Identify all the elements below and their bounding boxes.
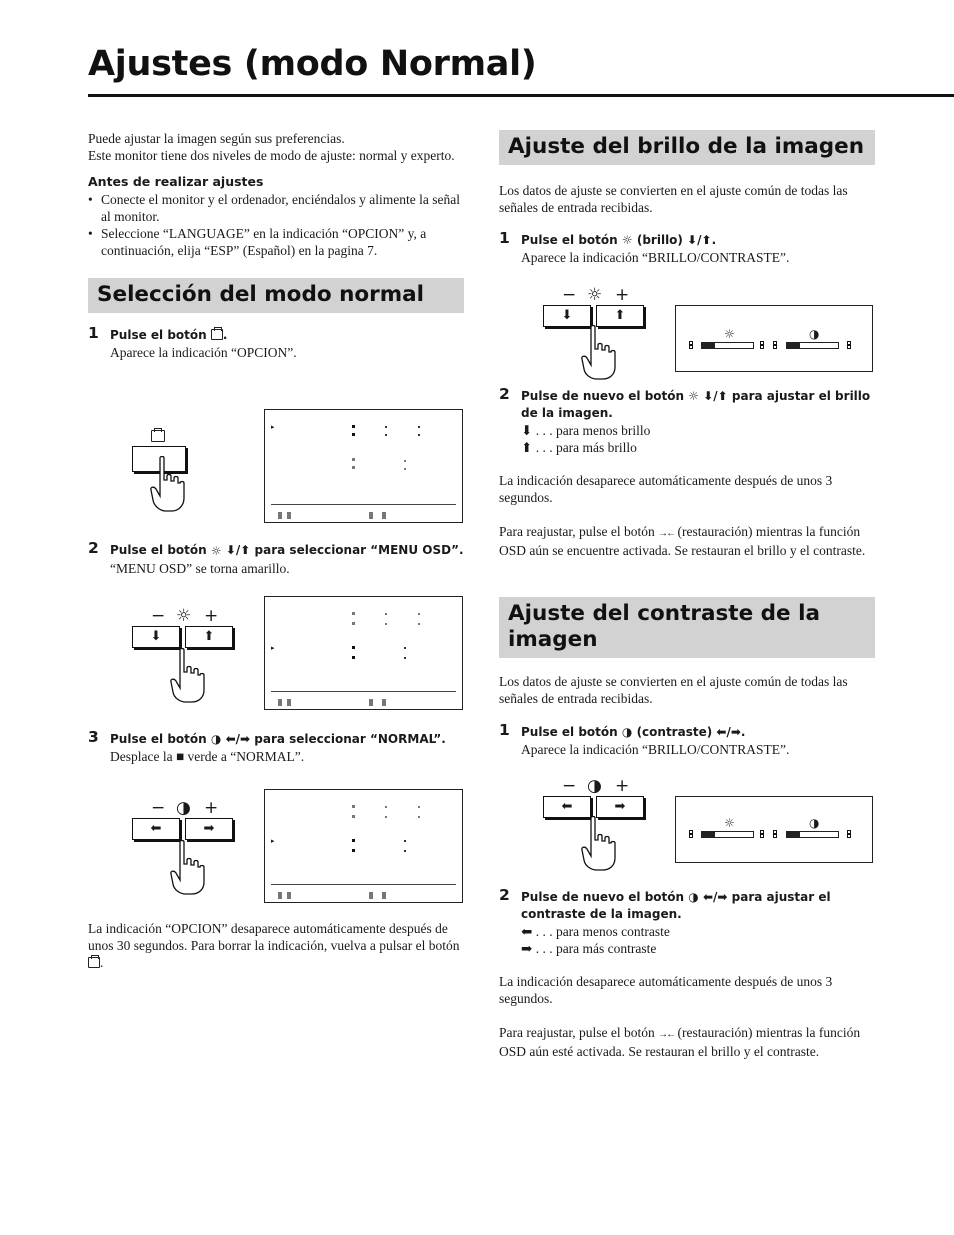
- step-number: 1: [499, 721, 510, 739]
- osd-dot: [352, 805, 355, 808]
- osd-key-icon: [369, 512, 373, 519]
- osd-dot: [385, 806, 387, 808]
- minus-sign: −: [562, 285, 577, 305]
- contrast-icon: ◑: [621, 725, 633, 739]
- step-title-end: para ajustar el brillo de la imagen.: [521, 389, 871, 420]
- step-title: Pulse el botón: [110, 543, 207, 557]
- bar-cap: [760, 830, 764, 838]
- down-arrow-icon: ⬇: [225, 543, 236, 557]
- osd-dot: [385, 623, 387, 625]
- down-arrow-icon: ⬇: [150, 629, 162, 644]
- osd-key-icon: [369, 699, 373, 706]
- before-adjust-list: [88, 191, 464, 259]
- osd-key-icon: [278, 892, 282, 899]
- option-button-illustration: [130, 426, 190, 516]
- plus-sign: +: [204, 798, 219, 818]
- step-title-end: para ajustar el contraste de la imagen.: [521, 890, 831, 921]
- osd-dot: [404, 840, 406, 842]
- osd-key-icon: [278, 512, 282, 519]
- normal-step-2: [88, 539, 464, 577]
- up-arrow-icon: ⬆: [240, 543, 251, 557]
- brightness-step-2-block: [499, 385, 875, 559]
- brightness-intro: Los datos de ajuste se convierten en el ajuste común de todas las señales de entrada recibidas.: [499, 183, 848, 215]
- osd-key-icon: [369, 892, 373, 899]
- right-arrow-icon: ➡: [730, 725, 741, 739]
- bar-cap: [773, 830, 777, 838]
- plus-sign: +: [615, 776, 630, 796]
- osd-divider: [271, 884, 456, 885]
- osd-dot: [404, 850, 406, 852]
- osd-dot: [385, 613, 387, 615]
- osd-key-icon: [382, 892, 386, 899]
- step-number: 2: [499, 886, 510, 904]
- brightness-auto-off: La indicación desaparece automáticamente después de unos 3 segundos.: [499, 473, 833, 505]
- bar-cap: [760, 341, 764, 349]
- pointing-hand-icon: [581, 325, 619, 381]
- contrast-icon: ◑: [176, 798, 191, 818]
- left-arrow-icon: ⬅: [521, 924, 533, 939]
- closing-text: La indicación “OPCION” desaparece automáticamente después de unos 30 segundos. Para borrar la indicación, vuelva a pulsar el botón: [88, 921, 460, 953]
- reset-text: Para reajustar, pulse el botón: [499, 1025, 655, 1040]
- osd-dot: [418, 613, 420, 615]
- up-arrow-icon: ⬆: [701, 233, 712, 247]
- step-text: Aparece la indicación “BRILLO/CONTRASTE”.: [521, 250, 790, 265]
- osd-dot: [352, 433, 355, 436]
- osd-divider: [271, 691, 456, 692]
- intro-paragraph-2: Este monitor tiene dos niveles de modo de ajuste: normal y experto.: [88, 148, 455, 163]
- osd-key-icon: [382, 699, 386, 706]
- osd-dot: [352, 646, 355, 649]
- down-arrow-icon: ⬇: [687, 233, 698, 247]
- brightness-bar-fill: [702, 343, 715, 348]
- pointing-hand-icon: [581, 816, 619, 872]
- right-column-contrast: [499, 597, 875, 758]
- up-arrow-icon: ⬆: [717, 389, 728, 403]
- bar-cap: [847, 341, 851, 349]
- contrast-icon: ◑: [809, 816, 820, 830]
- left-column: [88, 130, 464, 361]
- down-arrow-icon: ⬇: [561, 308, 573, 323]
- pointing-hand-icon: [170, 648, 208, 704]
- contrast-step-1: 1 Pulse el botón ◑ (contraste) ⬅/➡. Aparece la indicación “BRILLO/CONTRASTE”.: [499, 724, 875, 758]
- osd-dot: [352, 849, 355, 852]
- step-text: “MENU OSD” se torna amarillo.: [110, 561, 290, 576]
- reset-icon: →←: [658, 1029, 675, 1040]
- osd-dot: [418, 623, 420, 625]
- osd-key-icon: [287, 892, 291, 899]
- osd-dot: [352, 466, 355, 469]
- osd-dot: [418, 434, 420, 436]
- closing-end: .: [100, 955, 104, 970]
- down-arrow-icon: ⬇: [521, 423, 533, 438]
- contrast-step-2: [499, 886, 875, 957]
- contrast-icon: ◑: [210, 732, 222, 746]
- osd-key-icon: [287, 699, 291, 706]
- contrast-keypad-illustration-2: [541, 776, 651, 872]
- brightness-keypad-illustration: [130, 606, 240, 702]
- bar-cap: [847, 830, 851, 838]
- up-arrow-icon: ⬆: [521, 440, 533, 455]
- up-arrow-icon: ⬆: [203, 629, 215, 644]
- brightness-heading: Ajuste del brillo de la imagen: [499, 130, 875, 165]
- normal-step-3-block: [88, 728, 464, 765]
- contrast-bar-fill: [787, 832, 800, 837]
- step-title-end: para seleccionar “NORMAL”.: [254, 732, 446, 746]
- option-button-icon: [211, 329, 223, 340]
- brightness-contrast-panel-2: [675, 796, 873, 863]
- osd-normal-screen: [264, 789, 463, 903]
- slash: /: [697, 233, 702, 247]
- step-title: Pulse el botón: [110, 328, 207, 342]
- right-arrow-icon: ➡: [521, 941, 533, 956]
- minus-sign: −: [562, 776, 577, 796]
- left-arrow-icon: ⬅: [702, 890, 713, 904]
- option-button-icon: [88, 957, 100, 968]
- step-title-end: .: [222, 328, 228, 342]
- osd-dot: [352, 839, 355, 842]
- contrast-step-2-block: [499, 886, 875, 1060]
- less-contrast-text: . . . para menos contraste: [535, 924, 670, 939]
- more-contrast-text: . . . para más contraste: [535, 941, 657, 956]
- down-arrow-icon: ⬇: [703, 389, 714, 403]
- osd-key-icon: [287, 512, 291, 519]
- osd-pointer-icon: ▸: [271, 644, 275, 652]
- reset-text: Para reajustar, pulse el botón: [499, 524, 655, 539]
- right-arrow-icon: ➡: [614, 799, 626, 814]
- list-item: • Conecte el monitor y el ordenador, enciéndalos y alimente la señal al monitor.: [88, 191, 464, 225]
- osd-dot: [418, 816, 420, 818]
- osd-dot: [418, 806, 420, 808]
- contrast-icon: ◑: [688, 890, 699, 904]
- step-title-mid: (brillo): [636, 233, 683, 247]
- up-button[interactable]: [596, 305, 644, 327]
- brightness-contrast-panel: [675, 305, 873, 372]
- step-number: 1: [88, 324, 99, 342]
- osd-dot: [352, 458, 355, 461]
- more-brightness-text: . . . para más brillo: [535, 440, 637, 455]
- step-title-mid: (contraste): [636, 725, 713, 739]
- contrast-bar: [786, 831, 839, 838]
- brightness-step-2: [499, 385, 875, 456]
- brightness-bar-fill: [702, 832, 715, 837]
- step-text: Aparece la indicación “OPCION”.: [110, 345, 297, 360]
- less-brightness-text: . . . para menos brillo: [535, 423, 651, 438]
- step-number: 2: [88, 539, 99, 557]
- normal-closing-block: [88, 920, 464, 971]
- osd-dot: [352, 815, 355, 818]
- osd-pointer-icon: ▸: [271, 837, 275, 845]
- osd-dot: [352, 622, 355, 625]
- step-text-end: verde a “NORMAL”.: [187, 749, 305, 764]
- right-arrow-icon: ➡: [717, 890, 728, 904]
- brightness-bar: [701, 831, 754, 838]
- step-text: Desplace la: [110, 749, 173, 764]
- osd-dot: [385, 426, 387, 428]
- intro-paragraph-1: Puede ajustar la imagen según sus preferencias.: [88, 131, 345, 146]
- osd-dot: [404, 460, 406, 462]
- list-item: • Seleccione “LANGUAGE” en la indicación “OPCION” y, a continuación, elija “ESP” (Español) en la pagina 7.: [88, 225, 464, 259]
- osd-key-icon: [382, 512, 386, 519]
- right-button[interactable]: [185, 818, 233, 840]
- down-button[interactable]: [132, 626, 180, 648]
- left-arrow-icon: ⬅: [225, 732, 236, 746]
- left-button[interactable]: [543, 796, 591, 818]
- left-arrow-icon: ⬅: [716, 725, 727, 739]
- right-arrow-icon: ➡: [203, 821, 215, 836]
- brightness-icon: ☼: [587, 285, 603, 305]
- normal-step-1: [88, 324, 464, 361]
- up-arrow-icon: ⬆: [614, 308, 626, 323]
- normal-step-2-block: [88, 539, 464, 577]
- osd-menu-screen: [264, 596, 463, 710]
- step-title: Pulse el botón: [110, 732, 207, 746]
- osd-dot: [385, 434, 387, 436]
- osd-option-screen: [264, 409, 463, 523]
- osd-dot: [352, 656, 355, 659]
- slash: /: [235, 543, 241, 557]
- slash: /: [713, 890, 718, 904]
- bar-cap: [689, 830, 693, 838]
- title-rule: [88, 94, 954, 97]
- step-title: Pulse de nuevo el botón: [521, 389, 685, 403]
- step-title-end: para seleccionar “MENU OSD”.: [254, 543, 464, 557]
- brightness-icon: ☼: [724, 816, 735, 830]
- osd-dot: [418, 426, 420, 428]
- contrast-intro: Los datos de ajuste se convierten en el ajuste común de todas las señales de entrada recibidas.: [499, 674, 848, 706]
- reset-text-end: (restauración) mientras la función OSD aún esté activada. Se restauran el brillo y el contraste.: [499, 1025, 861, 1059]
- minus-sign: −: [151, 606, 166, 626]
- osd-divider: [271, 504, 456, 505]
- contrast-bar-fill: [787, 343, 800, 348]
- left-arrow-icon: ⬅: [150, 821, 162, 836]
- contrast-heading: Ajuste del contraste de la imagen: [499, 597, 875, 658]
- step-number: 1: [499, 229, 510, 247]
- bar-cap: [773, 341, 777, 349]
- before-adjust-heading: Antes de realizar ajustes: [88, 174, 264, 189]
- slash: /: [235, 732, 241, 746]
- brightness-icon: ☼: [688, 389, 700, 403]
- brightness-icon: ☼: [724, 327, 735, 341]
- contrast-bar: [786, 342, 839, 349]
- osd-dot: [404, 657, 406, 659]
- osd-dot: [352, 612, 355, 615]
- step-text: Aparece la indicación “BRILLO/CONTRASTE”.: [521, 742, 790, 757]
- contrast-auto-off: La indicación desaparece automáticamente después de unos 3 segundos.: [499, 974, 833, 1006]
- brightness-icon: ☼: [210, 544, 222, 558]
- osd-pointer-icon: ▸: [271, 423, 275, 431]
- brightness-bar: [701, 342, 754, 349]
- pointing-hand-icon: [150, 456, 186, 514]
- step-title: Pulse el botón: [521, 233, 618, 247]
- up-button[interactable]: [185, 626, 233, 648]
- left-arrow-icon: ⬅: [561, 799, 573, 814]
- osd-dot: [352, 425, 355, 428]
- osd-dot: [404, 468, 406, 470]
- contrast-keypad-illustration: [130, 798, 240, 894]
- left-button[interactable]: [132, 818, 180, 840]
- down-button[interactable]: [543, 305, 591, 327]
- brightness-step-1: 1 Pulse el botón ☼ (brillo) ⬇/⬆. Aparece la indicación “BRILLO/CONTRASTE”.: [499, 232, 875, 266]
- brightness-keypad-illustration-2: [541, 285, 651, 381]
- page-title: Ajustes (modo Normal): [88, 44, 537, 84]
- step-title: Pulse el botón: [521, 725, 618, 739]
- reset-text-end: (restauración) mientras la función OSD aún se encuentre activada. Se restauran el brillo y el contraste.: [499, 524, 866, 558]
- right-button[interactable]: [596, 796, 644, 818]
- normal-step-3: [88, 728, 464, 765]
- slash: /: [726, 725, 731, 739]
- right-column-brightness: [499, 130, 875, 266]
- plus-sign: +: [204, 606, 219, 626]
- bar-cap: [689, 341, 693, 349]
- step-number: 3: [88, 728, 99, 746]
- right-arrow-icon: ➡: [240, 732, 251, 746]
- brightness-icon: ☼: [176, 606, 192, 626]
- slash: /: [713, 389, 718, 403]
- reset-icon: →←: [658, 528, 675, 539]
- contrast-icon: ◑: [809, 327, 820, 341]
- step-number: 2: [499, 385, 510, 403]
- osd-dot: [385, 816, 387, 818]
- step-title: Pulse de nuevo el botón: [521, 890, 685, 904]
- pointing-hand-icon: [170, 840, 208, 896]
- square-icon: ■: [175, 749, 185, 764]
- contrast-icon: ◑: [587, 776, 602, 796]
- minus-sign: −: [151, 798, 166, 818]
- brightness-icon: ☼: [621, 233, 633, 247]
- option-button-icon: [151, 430, 165, 442]
- osd-dot: [404, 647, 406, 649]
- plus-sign: +: [615, 285, 630, 305]
- normal-mode-heading: Selección del modo normal: [88, 278, 464, 313]
- osd-key-icon: [278, 699, 282, 706]
